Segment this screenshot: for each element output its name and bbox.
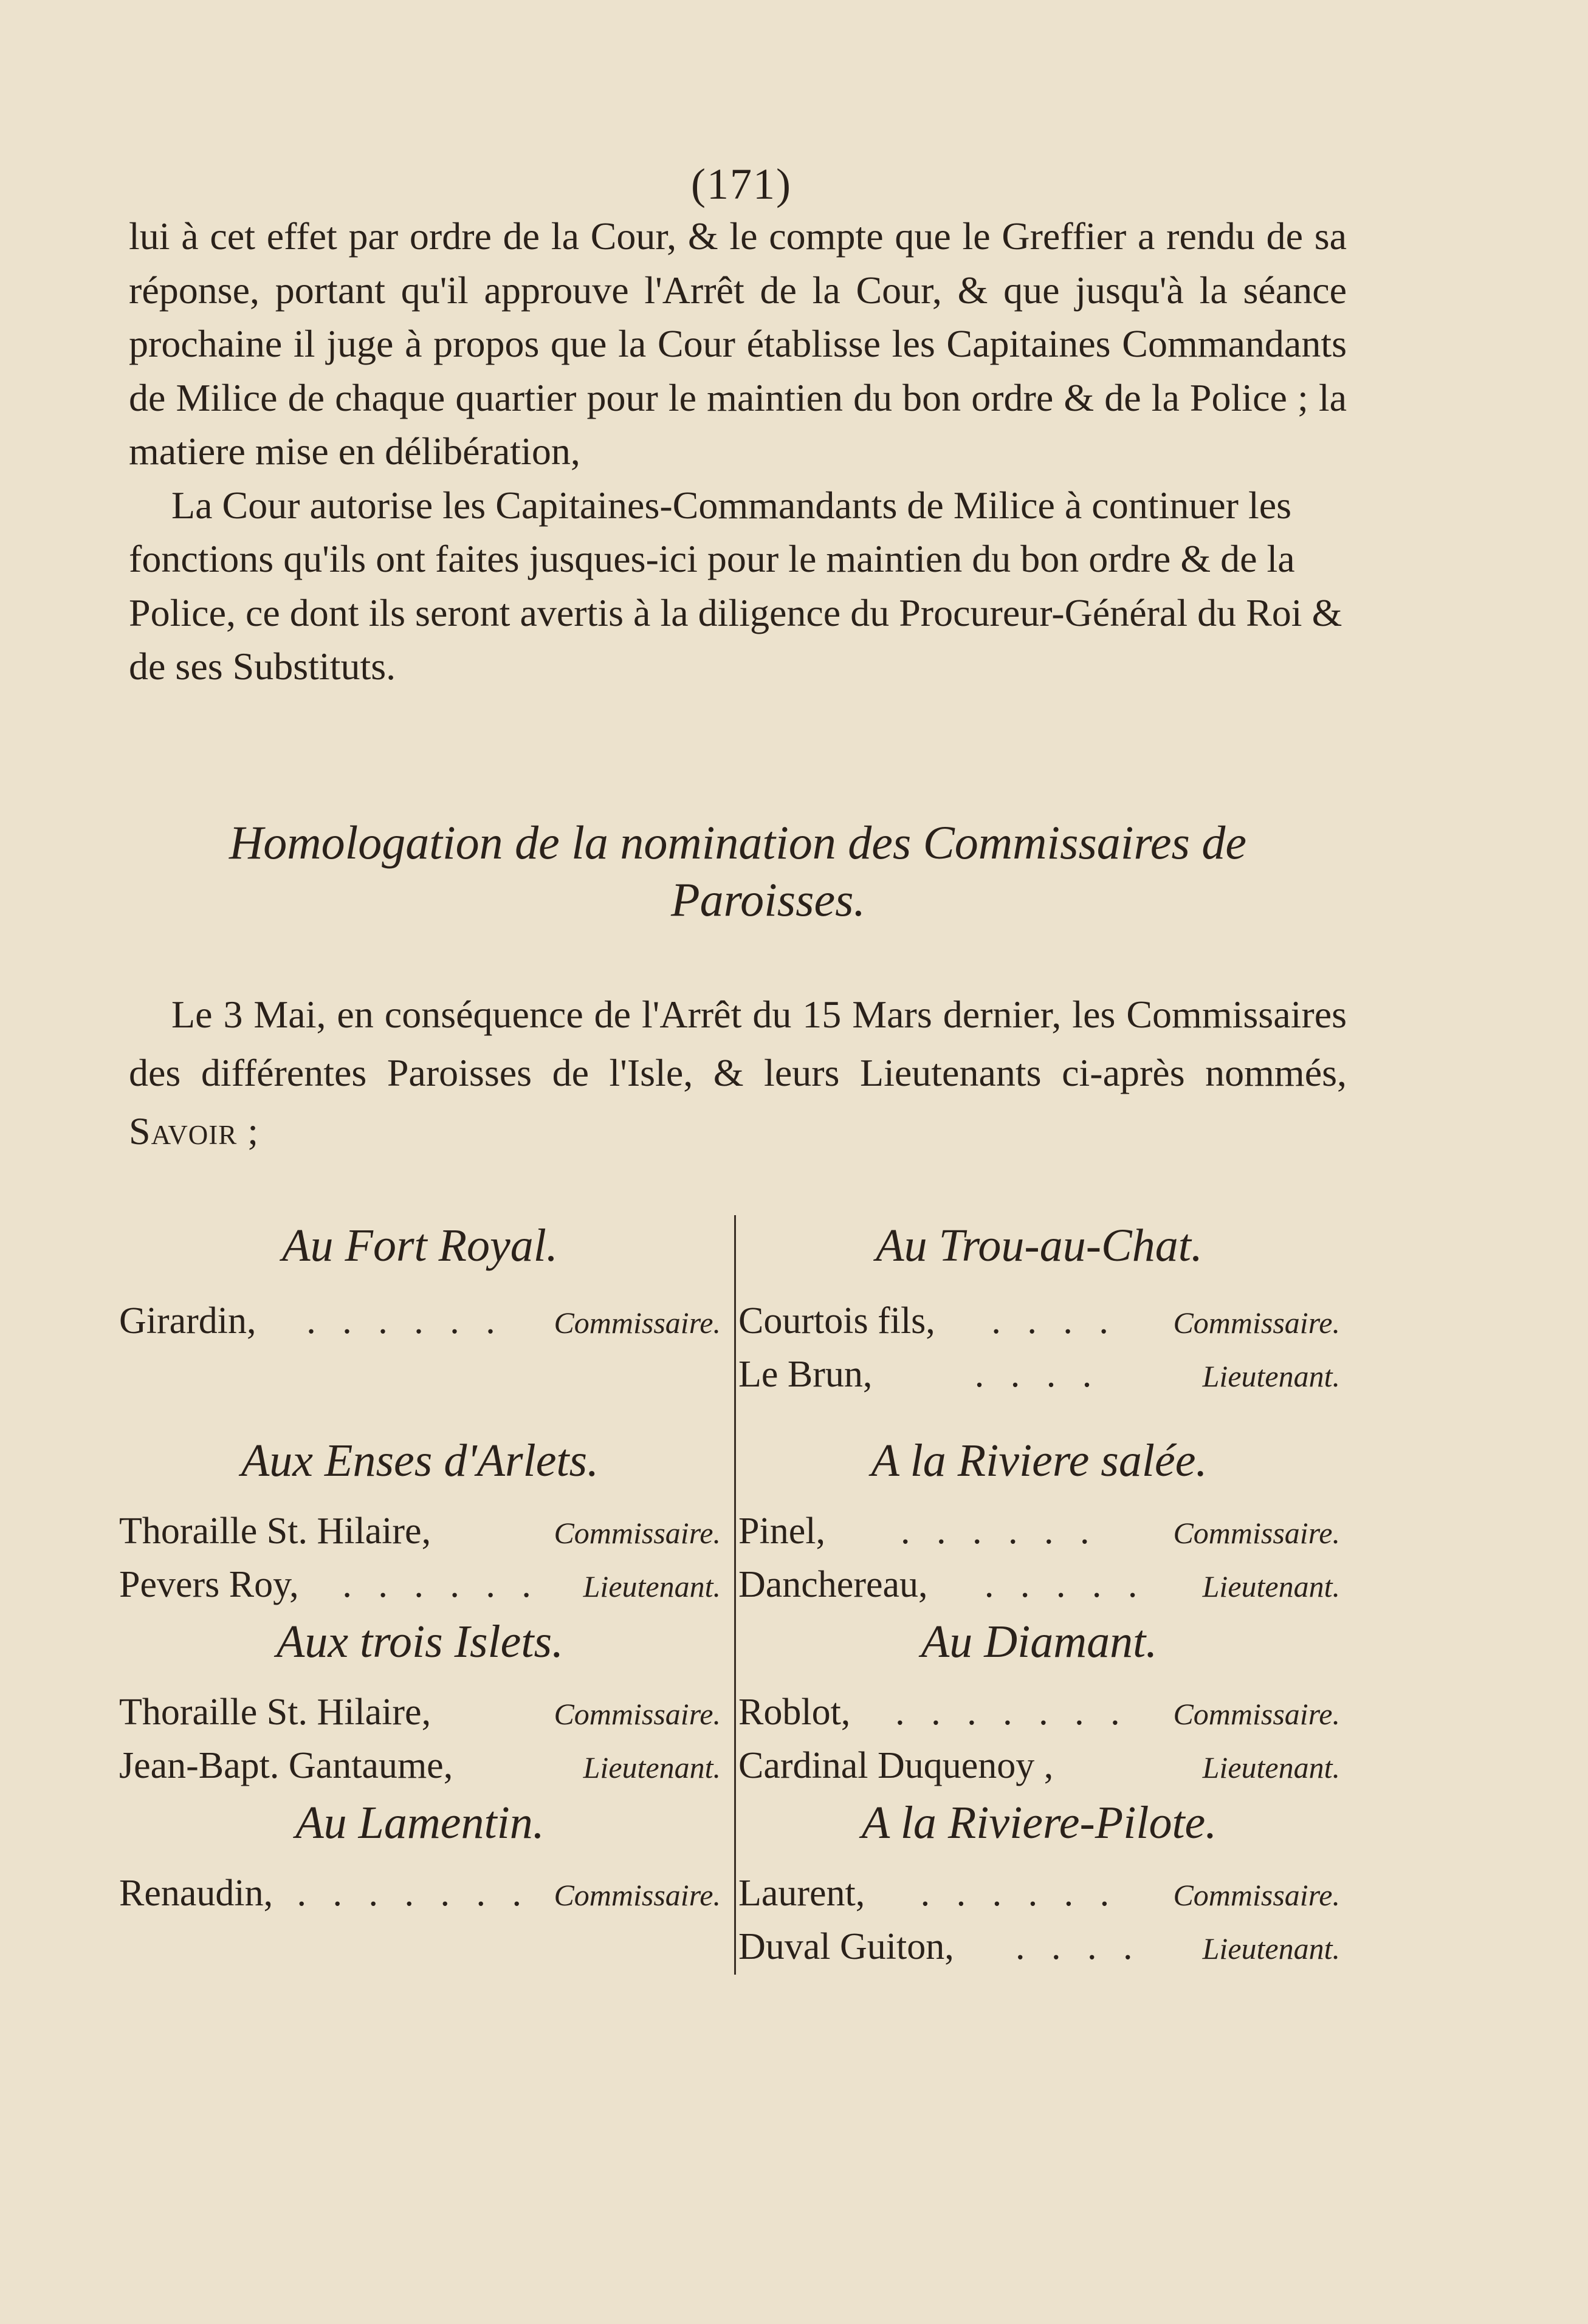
parish-title: A la Riviere salée. [871, 1435, 1208, 1486]
paragraph-2: La Cour autorise les Capitaines-Commandants de Milice à continuer les fonctions qu'ils ont faites jusques-ici pour le maintien du bon ordre & de la Police, ce dont ils seront avertis à la diligence du Procureur-Général du Roi & de ses Substituts. [129, 483, 1342, 688]
appointee-name: Laurent, [738, 1873, 865, 1914]
intro-savoir: Savoir ; [129, 1109, 260, 1153]
parish-title: Au Diamant. [921, 1616, 1158, 1667]
appointee-name: Pevers Roy, [119, 1564, 299, 1605]
leader-dots: . . . . [1015, 1926, 1141, 1967]
section-heading [129, 814, 1347, 928]
spacer [738, 1401, 1340, 1430]
leader-dots: . . . . . [984, 1564, 1146, 1605]
appointee-entry [738, 1348, 1340, 1401]
appointee-role: Lieutenant. [583, 1569, 721, 1603]
parish-title: Au Lamentin. [295, 1797, 545, 1848]
appointee-name: Thoraille St. Hilaire, [119, 1692, 431, 1733]
appointee-name: Duval Guiton, [738, 1926, 954, 1967]
appointee-entry [119, 1739, 721, 1792]
appointee-entry [738, 1739, 1340, 1792]
appointee-entry [738, 1866, 1340, 1920]
left-column [119, 1215, 721, 1920]
heading-line-2: Paroisses. [671, 873, 865, 926]
intro-paragraph [129, 985, 1347, 1160]
appointee-entry [119, 1558, 721, 1611]
paragraph-1: lui à cet effet par ordre de la Cour, & le compte que le Greffier a rendu de sa réponse, portant qu'il approuve l'Arrêt de la Cour, & que jusqu'à la séance prochaine il juge à propos que la Cour établisse les Capitaines Commandants de Milice de chaque quartier pour le maintien du bon ordre & de la Police ; la matiere mise en délibération, [129, 214, 1347, 473]
leader-dots: . . . . . . [920, 1873, 1118, 1914]
appointee-role: Lieutenant. [1202, 1569, 1340, 1603]
appointee-role: Lieutenant. [1202, 1750, 1340, 1784]
parish-title: Aux Enses d'Arlets. [241, 1435, 599, 1486]
leader-dots: . . . . . . [342, 1564, 540, 1605]
right-column [738, 1215, 1340, 1973]
leader-dots: . . . . . . [900, 1510, 1098, 1552]
appointee-name: Jean-Bapt. Gantaume, [119, 1745, 453, 1786]
appointee-role: Commissaire. [554, 1516, 721, 1550]
appointee-entry [119, 1866, 721, 1920]
appointee-name: Le Brun, [738, 1354, 873, 1395]
appointee-role: Commissaire. [1173, 1516, 1340, 1550]
appointee-entry [738, 1294, 1340, 1348]
parish-title: Au Fort Royal. [282, 1220, 558, 1271]
page-number: (171) [691, 160, 792, 208]
parish-title: Au Trou-au-Chat. [876, 1220, 1203, 1271]
column-divider [734, 1215, 736, 1975]
intro-text: Le 3 Mai, en conséquence de l'Arrêt du 15 Mars dernier, les Commissaires des différentes Paroisses de l'Isle, & leurs Lieutenants ci-après nommés, [129, 993, 1347, 1094]
appointee-name: Girardin, [119, 1300, 256, 1342]
appointee-entry [119, 1504, 721, 1558]
appointee-role: Commissaire. [1173, 1306, 1340, 1340]
appointee-role: Lieutenant. [1202, 1359, 1340, 1393]
appointee-role: Commissaire. [1173, 1878, 1340, 1912]
appointee-name: Courtois fils, [738, 1300, 935, 1342]
appointee-role: Commissaire. [554, 1697, 721, 1731]
appointee-entry [738, 1920, 1340, 1973]
leader-dots: . . . . . . [306, 1300, 504, 1342]
appointee-role: Lieutenant. [1202, 1932, 1340, 1966]
appointee-role: Commissaire. [554, 1306, 721, 1340]
appointee-entry [738, 1558, 1340, 1611]
leader-dots: . . . . [991, 1300, 1117, 1342]
parish-title: A la Riviere-Pilote. [861, 1797, 1217, 1848]
appointee-role: Commissaire. [1173, 1697, 1340, 1731]
spacer [119, 1348, 721, 1430]
heading-line-1: Homologation de la nomination des Commissaires de [229, 816, 1247, 869]
appointee-name: Cardinal Duquenoy , [738, 1745, 1054, 1786]
appointee-entry [119, 1685, 721, 1739]
body-text [129, 210, 1347, 694]
appointee-name: Renaudin, [119, 1873, 273, 1914]
appointee-name: Pinel, [738, 1510, 825, 1552]
appointee-role: Lieutenant. [583, 1750, 721, 1784]
leader-dots: . . . . . . . [895, 1692, 1129, 1733]
appointee-name: Roblot, [738, 1692, 851, 1733]
parish-title: Aux trois Islets. [276, 1616, 564, 1667]
appointee-entry [119, 1294, 721, 1348]
appointee-name: Thoraille St. Hilaire, [119, 1510, 431, 1552]
appointee-name: Danchereau, [738, 1564, 928, 1605]
appointee-entry [738, 1685, 1340, 1739]
leader-dots: . . . . [974, 1354, 1101, 1395]
appointee-role: Commissaire. [554, 1878, 721, 1912]
appointee-entry [738, 1504, 1340, 1558]
leader-dots: . . . . . . . [297, 1873, 531, 1914]
